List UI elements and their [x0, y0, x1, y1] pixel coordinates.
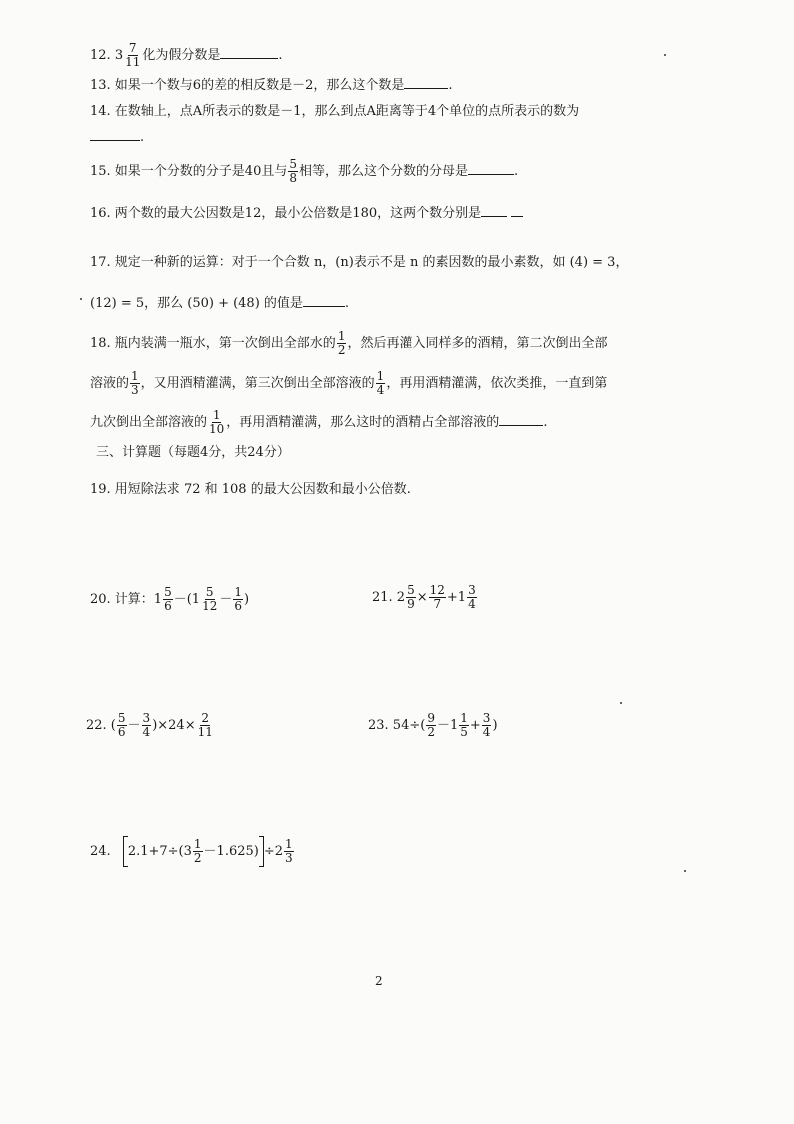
question-18: 18. 瓶内装满一瓶水，第一次倒出全部水的 $\frac{1}{2}$ ，然后再灌入同样多的酒精，第二次倒出全部	[90, 329, 608, 357]
question-18-line2: 溶液的 $\frac{1}{3}$ ，又用酒精灌满，第三次倒出全部溶液的 $\frac{1}{4}$ ，再用酒精灌满，依次类推，一直到第	[90, 369, 608, 397]
scan-speck	[80, 298, 82, 300]
fraction: $\frac{5}{9}$	[407, 583, 415, 611]
answer-blank[interactable]	[511, 204, 523, 217]
answer-blank[interactable]	[481, 204, 507, 217]
fraction: $\frac{1}{2}$	[337, 329, 346, 357]
fraction: $\frac{12}{7}$	[429, 583, 445, 611]
fraction: $\frac{5}{12}$	[202, 585, 218, 613]
question-14: 14. 在数轴上，点A所表示的数是－1，那么到点A距离等于4个单位的点所表示的数为	[90, 104, 580, 119]
question-18-line3: 九次倒出全部溶液的 $\frac{1}{10}$ ，再用酒精灌满，那么这时的酒精占全部溶液的 .	[90, 408, 548, 436]
fraction: $\frac{5}{8}$	[289, 157, 297, 185]
question-15: 15. 如果一个分数的分子是40且与 $\frac{5}{8}$ 相等，那么这个分数的分母是 .	[90, 157, 519, 185]
question-22: 22. ( $\frac{5}{6}$ － $\frac{3}{4}$ )×24× $\frac{2}{11}$	[86, 711, 213, 739]
answer-blank[interactable]	[303, 294, 345, 307]
question-17-line2: (12) = 5，那么 (50) + (48) 的值是 .	[90, 296, 350, 311]
fraction: $\frac{5}{6}$	[164, 585, 172, 613]
fraction: $\frac{2}{11}$	[197, 711, 213, 739]
square-bracket-group: 2.1+7÷(3 $\frac{1}{2}$ －1.625)	[123, 836, 264, 867]
question-21: 21. 2 $\frac{5}{9}$ × $\frac{12}{7}$ +1 $\frac{3}{4}$	[372, 583, 476, 611]
question-19: 19. 用短除法求 72 和 108 的最大公因数和最小公倍数.	[90, 482, 411, 497]
fraction: $\frac{1}{10}$	[209, 408, 225, 436]
fraction: $\frac{1}{5}$	[460, 711, 468, 739]
fraction: $\frac{1}{2}$	[193, 837, 202, 865]
fraction: $\frac{9}{2}$	[427, 711, 435, 739]
fraction: $\frac{7}{11}$	[125, 41, 141, 69]
fraction: $\frac{5}{6}$	[117, 711, 126, 739]
answer-blank[interactable]	[468, 162, 514, 175]
page-number: 2	[375, 974, 383, 988]
question-13: 13. 如果一个数与6的差的相反数是－2，那么这个数是 .	[90, 78, 453, 93]
question-23: 23. 54÷( $\frac{9}{2}$ －1 $\frac{1}{5}$ + $\frac{3}{4}$ )	[368, 711, 498, 739]
fraction: $\frac{1}{6}$	[234, 585, 242, 613]
fraction: $\frac{1}{4}$	[376, 369, 385, 397]
question-20: 20. 计算：1 $\frac{5}{6}$ －(1 $\frac{5}{12}$ － $\frac{1}{6}$ )	[90, 585, 250, 613]
fraction: $\frac{3}{4}$	[468, 583, 476, 611]
question-17: 17. 规定一种新的运算：对于一个合数 n，(n)表示不是 n 的素因数的最小素数，如 (4) = 3，	[90, 255, 629, 270]
fraction: $\frac{1}{3}$	[131, 369, 139, 397]
section-heading: 三、计算题（每题4分，共24分）	[96, 445, 290, 460]
fraction: $\frac{3}{4}$	[142, 711, 151, 739]
question-14-answer: .	[90, 128, 144, 147]
scan-speck	[684, 870, 686, 872]
answer-blank[interactable]	[499, 413, 543, 426]
fraction: $\frac{1}{3}$	[285, 837, 293, 865]
question-12: 12. 3 $\frac{7}{11}$ 化为假分数是 .	[90, 41, 283, 69]
scan-speck	[620, 702, 622, 704]
answer-blank[interactable]	[404, 76, 448, 89]
fraction: $\frac{3}{4}$	[482, 711, 491, 739]
answer-blank[interactable]	[220, 46, 278, 59]
question-24: 24. 2.1+7÷(3 $\frac{1}{2}$ －1.625) ÷2 $\frac{1}{3}$	[90, 837, 293, 865]
question-16: 16. 两个数的最大公因数是12，最小公倍数是180，这两个数分别是	[90, 204, 523, 223]
scan-speck	[664, 54, 666, 56]
answer-blank[interactable]	[90, 128, 140, 141]
